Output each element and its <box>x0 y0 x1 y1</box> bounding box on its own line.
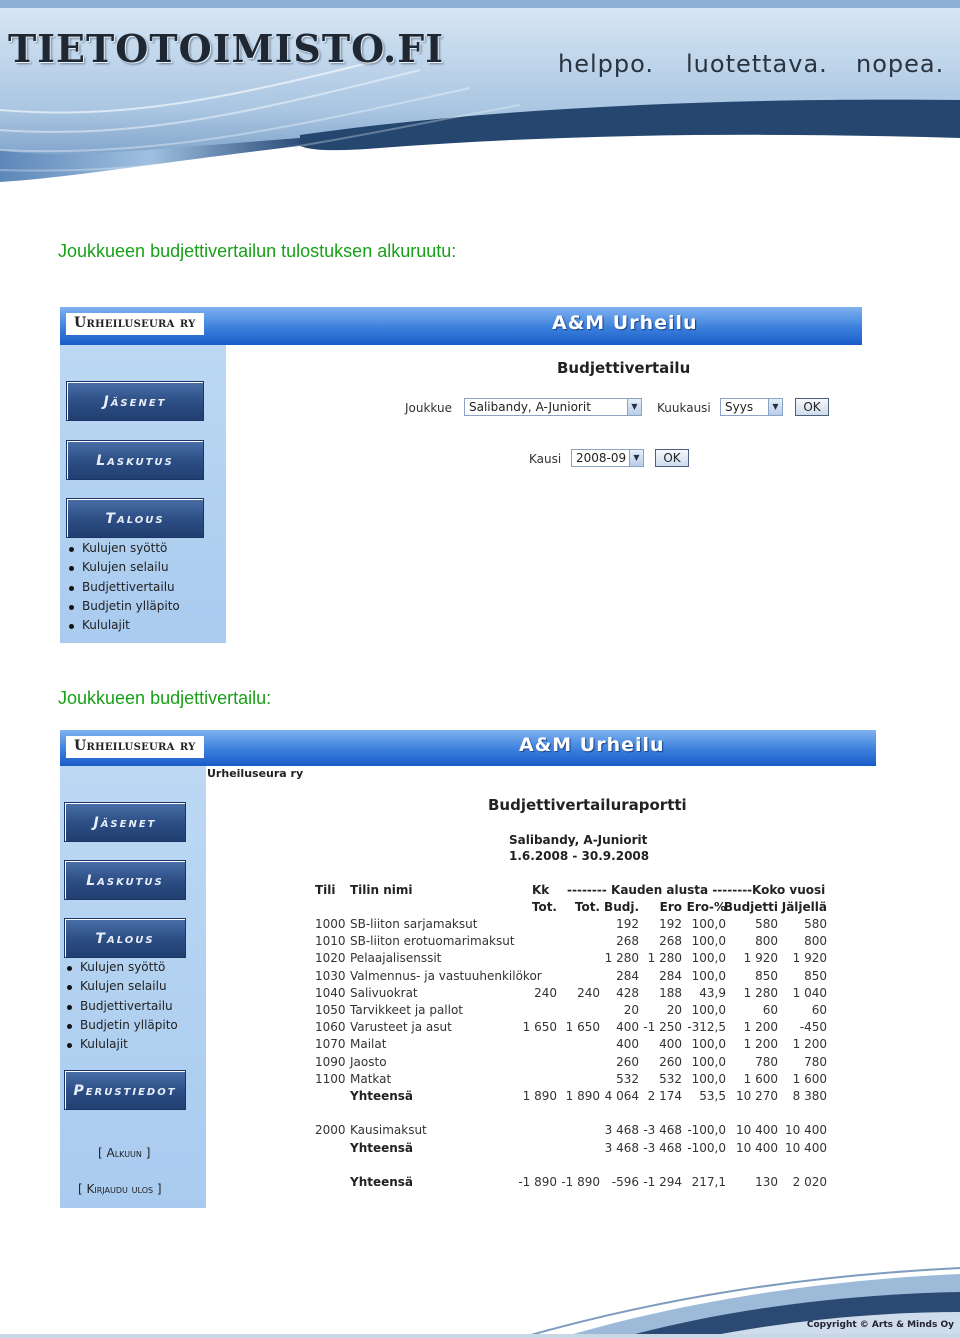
cell-pct: -312,5 <box>687 1020 726 1035</box>
cell-pct: 100,0 <box>691 1003 726 1017</box>
cell-budj: 284 <box>616 968 639 983</box>
cell-yb: 60 <box>762 1003 778 1017</box>
cell-budj: 400 <box>616 1020 639 1035</box>
sub-diff-header: Ero <box>659 900 682 914</box>
cell-yb: 1 920 <box>743 951 778 966</box>
cell-rem: 850 <box>804 968 827 983</box>
nav-members-button[interactable]: Jäsenet <box>64 802 186 842</box>
nav-finance-button[interactable]: Talous <box>66 498 204 538</box>
menu-item-expense-browse[interactable]: Kulujen selailu <box>66 560 180 579</box>
season-select[interactable]: 2008-09 ▼ <box>571 449 644 467</box>
page-footer <box>0 1262 960 1338</box>
cell-account: 1030 <box>315 968 346 983</box>
cell-budj: 400 <box>616 1037 639 1052</box>
app-title: A&M Urheilu <box>519 734 665 756</box>
menu-item-expense-entry[interactable]: Kulujen syöttö <box>64 960 178 979</box>
cell-ero: -3 468 <box>643 1140 682 1155</box>
slogan-easy: helppo. <box>558 50 655 78</box>
cell-tot: 240 <box>577 985 600 1000</box>
home-link[interactable]: [ Alkuun ] <box>98 1146 151 1160</box>
cell-account-name: Salivuokrat <box>350 985 418 1000</box>
cell-account-name: SB-liiton erotuomarimaksut <box>350 934 515 949</box>
copyright-text: Copyright © Arts & Minds Oy <box>806 1320 954 1330</box>
logout-link[interactable]: [ Kirjaudu ulos ] <box>78 1182 162 1196</box>
cell-yb: 130 <box>755 1175 778 1189</box>
header-account: Tili <box>315 883 336 897</box>
page-banner <box>0 0 960 190</box>
chevron-down-icon: ▼ <box>629 450 643 466</box>
cell-pct: 100,0 <box>691 1037 726 1052</box>
cell-kk: -1 890 <box>518 1175 557 1189</box>
team-select[interactable]: Salibandy, A-Juniorit ▼ <box>464 398 642 416</box>
cell-budj: 428 <box>616 985 639 1000</box>
cell-tot: 1 650 <box>565 1020 600 1035</box>
menu-item-budget-comparison[interactable]: Budjettivertailu <box>64 999 178 1018</box>
cell-account-name: SB-liiton sarjamaksut <box>350 917 478 931</box>
cell-account: 1090 <box>315 1054 346 1069</box>
cell-budj: 3 468 <box>604 1140 639 1155</box>
cell-budj: 532 <box>616 1071 639 1086</box>
cell-account-name: Matkat <box>350 1071 392 1086</box>
cell-account-name: Kausimaksut <box>350 1123 427 1138</box>
cell-pct: -100,0 <box>687 1140 726 1155</box>
cell-tot: -1 890 <box>561 1175 600 1189</box>
cell-budj: -596 <box>611 1175 639 1189</box>
header-year-group: Koko vuosi <box>752 883 826 897</box>
cell-account: 1050 <box>315 1003 346 1017</box>
nav-finance-button[interactable]: Talous <box>64 918 186 958</box>
cell-pct: 43,9 <box>699 985 726 1000</box>
header-month: Kk <box>532 883 550 897</box>
sub-remaining-header: Jäljellä <box>781 900 827 914</box>
cell-pct: 100,0 <box>691 1054 726 1069</box>
cell-account-name: Mailat <box>350 1037 387 1052</box>
cell-account-name: Yhteensä <box>350 1140 414 1155</box>
nav-billing-button[interactable]: Laskutus <box>64 860 186 900</box>
cell-pct: 100,0 <box>691 917 726 931</box>
cell-pct: 100,0 <box>691 934 726 949</box>
cell-ero: -1 250 <box>643 1020 682 1035</box>
sub-season-total-header: Tot. <box>574 900 600 914</box>
sub-diff-pct-header: Ero-% <box>686 900 726 914</box>
cell-account-name: Pelaajalisenssit <box>350 951 442 966</box>
cell-account-name: Tarvikkeet ja pallot <box>350 1003 464 1017</box>
cell-budj: 3 468 <box>604 1123 639 1138</box>
cell-yb: 1 280 <box>743 985 778 1000</box>
cell-rem: 1 200 <box>792 1037 827 1052</box>
cell-pct: 100,0 <box>691 968 726 983</box>
cell-pct: 100,0 <box>691 951 726 966</box>
nav-basic-data-button[interactable]: Perustiedot <box>64 1070 186 1110</box>
cell-ero: 192 <box>659 917 682 931</box>
cell-yb: 10 400 <box>736 1140 778 1155</box>
chevron-down-icon: ▼ <box>627 399 641 415</box>
cell-budj: 260 <box>616 1054 639 1069</box>
sub-kk-total-header: Tot. <box>531 900 557 914</box>
menu-item-expense-entry[interactable]: Kulujen syöttö <box>66 541 180 560</box>
cell-account: 1000 <box>315 917 346 931</box>
form-title: Budjettivertailu <box>557 359 691 377</box>
cell-ero: 284 <box>659 968 682 983</box>
report-org: Urheiluseura ry <box>207 767 304 780</box>
app-topbar <box>60 307 862 345</box>
cell-rem: -450 <box>799 1020 827 1035</box>
cell-pct: -100,0 <box>687 1123 726 1138</box>
club-name: Urheiluseura ry <box>66 736 204 758</box>
cell-pct: 53,5 <box>699 1089 726 1103</box>
cell-account-name: Varusteet ja asut <box>350 1020 452 1035</box>
cell-budj: 4 064 <box>604 1089 639 1103</box>
app-topbar <box>60 730 876 766</box>
cell-ero: 260 <box>659 1054 682 1069</box>
cell-yb: 780 <box>755 1054 778 1069</box>
slogan-reliable: luotettava. <box>686 50 828 78</box>
cell-ero: 20 <box>666 1003 682 1017</box>
cell-yb: 850 <box>755 968 778 983</box>
cell-yb: 10 400 <box>736 1123 778 1138</box>
cell-budj: 268 <box>616 934 639 949</box>
cell-account: 1040 <box>315 985 346 1000</box>
cell-yb: 1 200 <box>743 1020 778 1035</box>
cell-rem: 10 400 <box>785 1123 827 1138</box>
cell-account: 1060 <box>315 1020 346 1035</box>
app-title: A&M Urheilu <box>552 312 698 334</box>
cell-account-name: Jaosto <box>350 1054 387 1069</box>
sidebar <box>60 766 206 1208</box>
cell-pct: 100,0 <box>691 1071 726 1086</box>
team-label: Joukkue <box>405 401 453 415</box>
cell-rem: 1 040 <box>792 985 827 1000</box>
cell-account-name: Valmennus- ja vastuuhenkilökor <box>350 968 542 983</box>
month-select[interactable]: Syys ▼ <box>720 398 783 416</box>
nav-members-button[interactable]: Jäsenet <box>66 381 204 421</box>
cell-rem: 580 <box>804 917 827 931</box>
cell-rem: 60 <box>811 1003 827 1017</box>
cell-account: 1070 <box>315 1037 346 1052</box>
cell-rem: 10 400 <box>785 1140 827 1155</box>
cell-account: 1020 <box>315 951 346 966</box>
cell-account: 1010 <box>315 934 346 949</box>
cell-rem: 1 920 <box>792 951 827 966</box>
month-ok-button[interactable]: OK <box>795 398 829 416</box>
cell-yb: 580 <box>755 917 778 931</box>
cell-ero: -1 294 <box>643 1175 682 1189</box>
cell-budj: 192 <box>616 917 639 931</box>
cell-account-name: Yhteensä <box>350 1089 414 1103</box>
cell-account: 2000 <box>315 1123 346 1138</box>
menu-item-budget-maintenance[interactable]: Budjetin ylläpito <box>66 599 180 618</box>
menu-item-expense-browse[interactable]: Kulujen selailu <box>64 979 178 998</box>
header-account-name: Tilin nimi <box>350 883 413 897</box>
menu-item-expense-types[interactable]: Kululajit <box>64 1037 178 1056</box>
cell-rem: 8 380 <box>792 1089 827 1103</box>
app-screenshot-report <box>60 730 876 1208</box>
cell-ero: 1 280 <box>647 951 682 966</box>
cell-ero: 268 <box>659 934 682 949</box>
finance-submenu <box>64 960 178 1056</box>
slogan-fast: nopea. <box>856 50 945 78</box>
cell-yb: 800 <box>755 934 778 949</box>
app-screenshot-form <box>60 307 862 643</box>
cell-kk: 1 890 <box>522 1089 557 1103</box>
cell-ero: -3 468 <box>643 1123 682 1138</box>
menu-item-budget-maintenance[interactable]: Budjetin ylläpito <box>64 1018 178 1037</box>
cell-ero: 188 <box>659 985 682 1000</box>
cell-budj: 20 <box>623 1003 639 1017</box>
chevron-down-icon: ▼ <box>768 399 782 415</box>
menu-item-expense-types[interactable]: Kululajit <box>66 618 180 637</box>
cell-yb: 1 600 <box>743 1071 778 1086</box>
sub-year-budget-header: Budjetti <box>723 900 778 914</box>
nav-billing-button[interactable]: Laskutus <box>66 440 204 480</box>
report-period: 1.6.2008 - 30.9.2008 <box>509 849 650 863</box>
club-name: Urheiluseura ry <box>66 313 204 335</box>
brand-logo-text: TIETOTOIMISTO.FI <box>8 26 444 71</box>
cell-budj: 1 280 <box>604 951 639 966</box>
cell-rem: 2 020 <box>792 1175 827 1189</box>
cell-yb: 10 270 <box>736 1089 778 1103</box>
finance-submenu <box>66 541 180 637</box>
month-label: Kuukausi <box>657 401 711 415</box>
section-caption-start-screen: Joukkueen budjettivertailun tulostuksen alkuruutu: <box>58 241 457 261</box>
cell-rem: 780 <box>804 1054 827 1069</box>
cell-account-name: Yhteensä <box>350 1175 414 1189</box>
cell-kk: 1 650 <box>522 1020 557 1035</box>
header-season-group: -------- Kauden alusta -------- <box>567 883 753 897</box>
cell-account: 1100 <box>315 1071 346 1086</box>
cell-rem: 1 600 <box>792 1071 827 1086</box>
section-caption-report: Joukkueen budjettivertailu: <box>58 688 272 708</box>
season-label: Kausi <box>529 452 562 466</box>
cell-kk: 240 <box>534 985 557 1000</box>
cell-ero: 2 174 <box>647 1089 682 1103</box>
season-ok-button[interactable]: OK <box>655 449 689 467</box>
report-team: Salibandy, A-Juniorit <box>509 833 648 847</box>
cell-tot: 1 890 <box>565 1089 600 1103</box>
cell-yb: 1 200 <box>743 1037 778 1052</box>
cell-ero: 532 <box>659 1071 682 1086</box>
cell-rem: 800 <box>804 934 827 949</box>
cell-pct: 217,1 <box>691 1175 726 1189</box>
sub-budget-header: Budj. <box>604 900 639 914</box>
sidebar <box>60 345 226 643</box>
report-title: Budjettivertailuraportti <box>488 796 687 814</box>
menu-item-budget-comparison[interactable]: Budjettivertailu <box>66 580 180 599</box>
cell-ero: 400 <box>659 1037 682 1052</box>
